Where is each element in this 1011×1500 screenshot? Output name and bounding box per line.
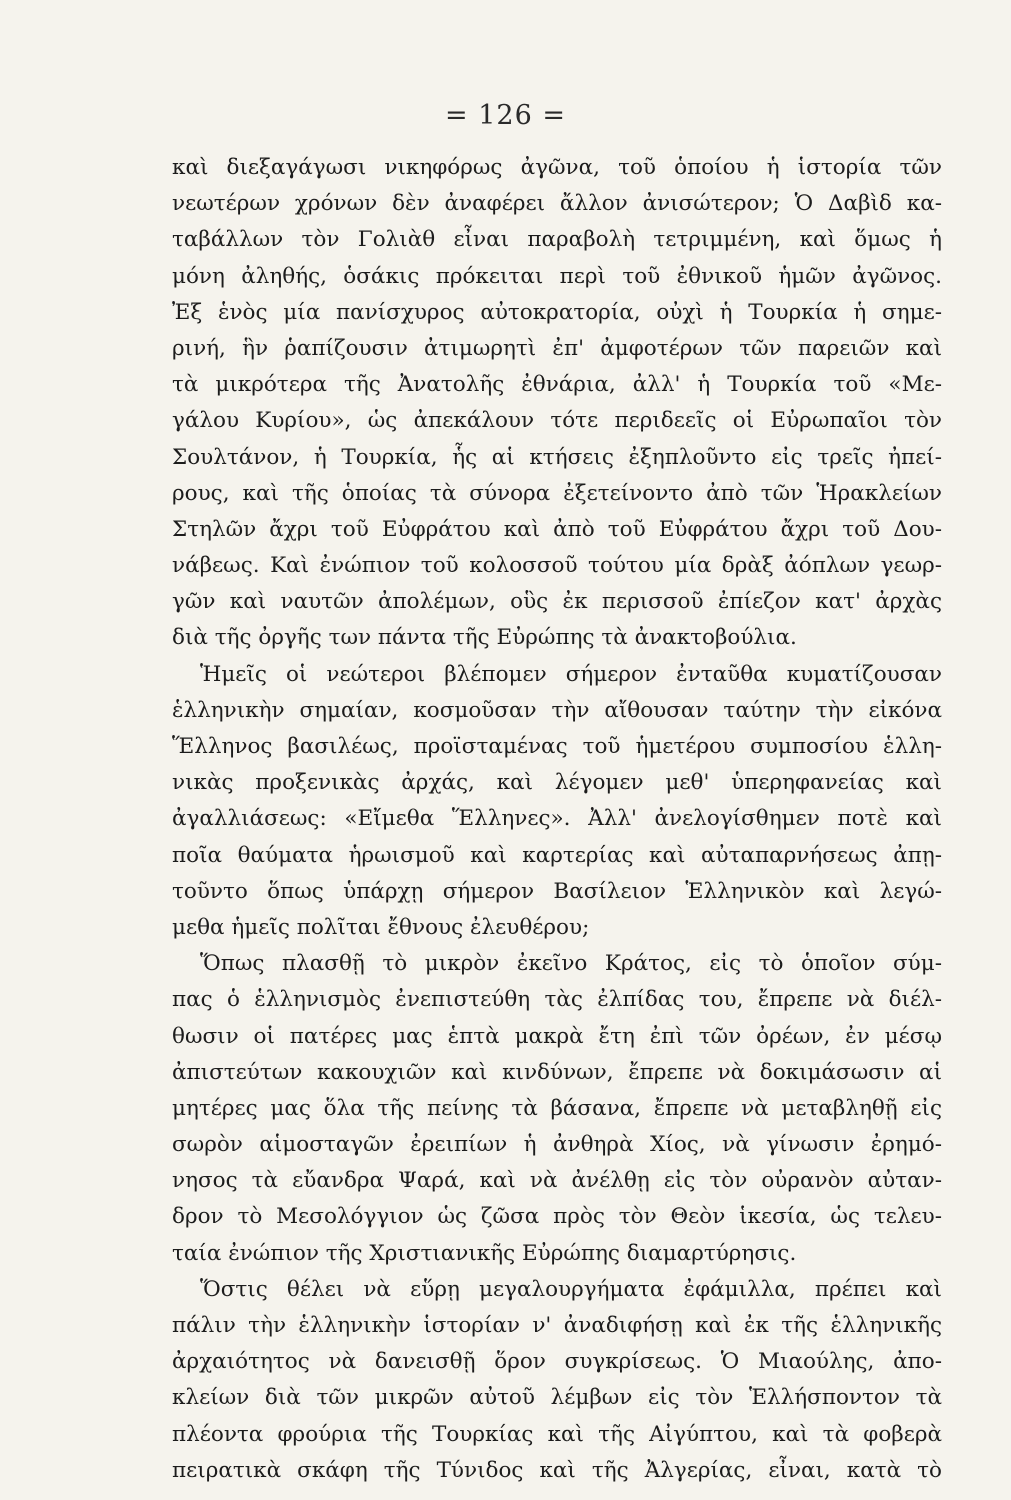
text-line: πας ὁ ἑλληνισμὸς ἐνεπιστεύθη τὰς ἐλπίδας του, ἔπρεπε νὰ διέλ- <box>172 987 942 1013</box>
text-line: νησος τὰ εὔανδρα Ψαρά, καὶ νὰ ἀνέλθῃ εἰς τὸν οὐρανὸν αὐταν- <box>172 1168 942 1194</box>
text-line: ἑλληνικὴν σημαίαν, κοσμοῦσαν τὴν αἴθουσαν ταύτην τὴν εἰκόνα <box>172 697 942 723</box>
text-line: γῶν καὶ ναυτῶν ἀπολέμων, οὓς ἐκ περισσοῦ ἐπίεζον κατ' ἀρχὰς <box>172 589 942 615</box>
text-line: νικὰς προξενικὰς ἀρχάς, καὶ λέγομεν μεθ' ὑπερηφανείας καὶ <box>172 770 942 796</box>
text-line: Ὅπως πλασθῇ τὸ μικρὸν ἐκεῖνο Κράτος, εἰς τὸ ὁποῖον σύμ- <box>200 951 942 977</box>
text-line: δρον τὸ Μεσολόγγιον ὡς ζῶσα πρὸς τὸν Θεὸν ἱκεσία, ὡς τελευ- <box>172 1204 942 1230</box>
text-line: μεθα ἡμεῖς πολῖται ἔθνους ἐλευθέρου; <box>172 914 590 940</box>
text-line: Ἐξ ἑνὸς μία πανίσχυρος αὐτοκρατορία, οὐχὶ ἡ Τουρκία ἡ σημε- <box>172 299 942 325</box>
text-line: ἀρχαιότητος νὰ δανεισθῇ ὅρον συγκρίσεως. Ὁ Μιαούλης, ἀπο- <box>172 1349 942 1375</box>
text-line: πειρατικὰ σκάφη τῆς Τύνιδος καὶ τῆς Ἀλγερίας, εἶναι, κατὰ τὸ <box>172 1457 942 1483</box>
text-line: διὰ τῆς ὀργῆς των πάντα τῆς Εὐρώπης τὰ ἀνακτοβούλια. <box>172 625 797 651</box>
text-line: Στηλῶν ἄχρι τοῦ Εὐφράτου καὶ ἀπὸ τοῦ Εὐφράτου ἄχρι τοῦ Δου- <box>172 516 942 542</box>
text-line: τοῦντο ὅπως ὑπάρχῃ σήμερον Βασίλειον Ἑλληνικὸν καὶ λεγώ- <box>172 878 942 904</box>
text-line: καὶ διεξαγάγωσι νικηφόρως ἀγῶνα, τοῦ ὁποίου ἡ ἱστορία τῶν <box>172 155 942 180</box>
body-text <box>172 150 942 1489</box>
text-line: γάλου Κυρίου», ὡς ἀπεκάλουν τότε περιδεεῖς οἱ Εὐρωπαῖοι τὸν <box>172 408 942 434</box>
text-line: σωρὸν αἱμοσταγῶν ἐρειπίων ἡ ἀνθηρὰ Χίος, νὰ γίνωσιν ἐρημό- <box>172 1132 942 1158</box>
text-line: νάβεως. Καὶ ἐνώπιον τοῦ κολοσσοῦ τούτου μία δρὰξ ἀόπλων γεωρ- <box>172 553 942 579</box>
text-line: ἀγαλλιάσεως: «Εἴμεθα Ἕλληνες». Ἀλλ' ἀνελογίσθημεν ποτὲ καὶ <box>172 806 942 832</box>
text-line: πλέοντα φρούρια τῆς Τουρκίας καὶ τῆς Αἰγύπτου, καὶ τὰ φοβερὰ <box>172 1421 942 1447</box>
text-line: θωσιν οἱ πατέρες μας ἑπτὰ μακρὰ ἔτη ἐπὶ τῶν ὀρέων, ἐν μέσῳ <box>172 1023 942 1049</box>
text-line: μητέρες μας ὅλα τῆς πείνης τὰ βάσανα, ἔπρεπε νὰ μεταβληθῇ εἰς <box>172 1095 942 1121</box>
text-line: Ἕλληνος βασιλέως, προϊσταμένας τοῦ ἡμετέρου συμποσίου ἑλλη- <box>172 734 942 759</box>
text-line: ταία ἐνώπιον τῆς Χριστιανικῆς Εὐρώπης διαμαρτύρησις. <box>172 1240 797 1266</box>
text-line: τὰ μικρότερα τῆς Ἀνατολῆς ἐθνάρια, ἀλλ' ἡ Τουρκία τοῦ «Με- <box>172 372 942 398</box>
text-line: ταβάλλων τὸν Γολιὰθ εἶναι παραβολὴ τετριμμένη, καὶ ὅμως ἡ <box>172 227 942 253</box>
text-line: Σουλτάνον, ἡ Τουρκία, ἧς αἱ κτήσεις ἐξηπλοῦντο εἰς τρεῖς ἠπεί- <box>172 444 942 470</box>
text-line: Ὅστις θέλει νὰ εὕρῃ μεγαλουργήματα ἐφάμιλλα, πρέπει καὶ <box>200 1276 942 1302</box>
text-line: πάλιν τὴν ἑλληνικὴν ἱστορίαν ν' ἀναδιφήσῃ καὶ ἐκ τῆς ἑλληνικῆς <box>172 1313 942 1338</box>
text-line: Ἡμεῖς οἱ νεώτεροι βλέπομεν σήμερον ἐνταῦθα κυματίζουσαν <box>200 661 942 687</box>
text-line: ρινή, ἣν ῥαπίζουσιν ἀτιμωρητὶ ἐπ' ἀμφοτέρων τῶν παρειῶν καὶ <box>172 335 942 361</box>
text-line: ἀπιστεύτων κακουχιῶν καὶ κινδύνων, ἔπρεπε νὰ δοκιμάσωσιν αἱ <box>172 1059 942 1085</box>
text-line: ρους, καὶ τῆς ὁποίας τὰ σύνορα ἐξετείνοντο ἀπὸ τῶν Ἡρακλείων <box>172 480 942 506</box>
text-line: κλείων διὰ τῶν μικρῶν αὐτοῦ λέμβων εἰς τὸν Ἑλλήσποντον τὰ <box>172 1385 942 1411</box>
page-number: = 126 = <box>445 100 566 131</box>
text-line: μόνη ἀληθής, ὁσάκις πρόκειται περὶ τοῦ ἐθνικοῦ ἡμῶν ἀγῶνος. <box>172 263 942 289</box>
text-line: νεωτέρων χρόνων δὲν ἀναφέρει ἄλλον ἀνισώτερον; Ὁ Δαβὶδ κα- <box>172 191 942 217</box>
text-line: ποῖα θαύματα ἡρωισμοῦ καὶ καρτερίας καὶ αὐταπαρνήσεως ἀπῃ- <box>172 842 942 868</box>
